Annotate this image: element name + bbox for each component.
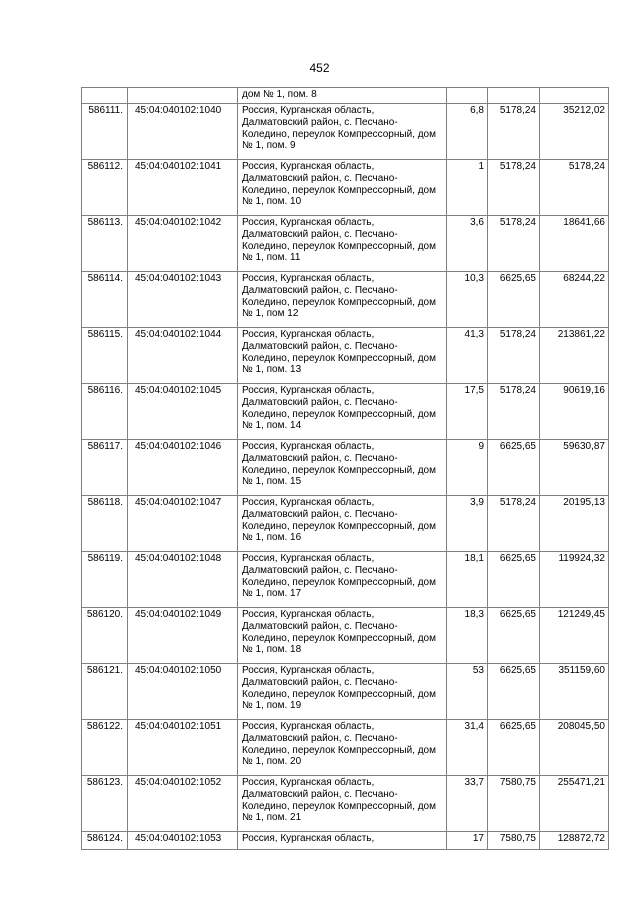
unit-price-cell: 6625,65 — [488, 608, 540, 664]
address-cell: Россия, Курганская область, Далматовский район, с. Песчано-Коледино, переулок Компрессорный, дом № 1, пом. 15 — [238, 440, 447, 496]
address-cell: Россия, Курганская область, Далматовский район, с. Песчано-Коледино, переулок Компрессорный, дом № 1, пом. 10 — [238, 160, 447, 216]
address-cell: Россия, Курганская область, Далматовский район, с. Песчано-Коледино, переулок Компрессорный, дом № 1, пом. 14 — [238, 384, 447, 440]
cadastral-value-cell: 255471,21 — [540, 776, 609, 832]
unit-price-cell: 5178,24 — [488, 160, 540, 216]
area-cell: 6,8 — [447, 104, 488, 160]
cadastral-value-cell: 213861,22 — [540, 328, 609, 384]
unit-price-cell: 6625,65 — [488, 552, 540, 608]
row-number-cell: 586114. — [82, 272, 128, 328]
table-row — [82, 328, 609, 384]
cadastral-value-cell: 18641,66 — [540, 216, 609, 272]
cadastral-value-cell: 5178,24 — [540, 160, 609, 216]
cadastral-value-cell: 90619,16 — [540, 384, 609, 440]
cadastral-value-cell: 59630,87 — [540, 440, 609, 496]
table-row — [82, 496, 609, 552]
unit-price-cell: 6625,65 — [488, 664, 540, 720]
unit-price-cell — [488, 88, 540, 104]
area-cell: 18,1 — [447, 552, 488, 608]
area-cell: 41,3 — [447, 328, 488, 384]
cadastral-value-cell: 351159,60 — [540, 664, 609, 720]
cadastral-number-cell: 45:04:040102:1048 — [128, 552, 238, 608]
table-row — [82, 272, 609, 328]
unit-price-cell: 5178,24 — [488, 216, 540, 272]
area-cell: 9 — [447, 440, 488, 496]
row-number-cell: 586111. — [82, 104, 128, 160]
table-row — [82, 776, 609, 832]
row-number-cell: 586119. — [82, 552, 128, 608]
address-cell: Россия, Курганская область, Далматовский район, с. Песчано-Коледино, переулок Компрессорный, дом № 1, пом. 11 — [238, 216, 447, 272]
row-number-cell: 586115. — [82, 328, 128, 384]
area-cell: 17 — [447, 832, 488, 850]
cadastral-number-cell: 45:04:040102:1051 — [128, 720, 238, 776]
row-number-cell: 586117. — [82, 440, 128, 496]
row-number-cell: 586122. — [82, 720, 128, 776]
address-cell: Россия, Курганская область, Далматовский район, с. Песчано-Коледино, переулок Компрессорный, дом № 1, пом. 21 — [238, 776, 447, 832]
unit-price-cell: 5178,24 — [488, 496, 540, 552]
table-row — [82, 832, 609, 850]
unit-price-cell: 5178,24 — [488, 328, 540, 384]
row-number-cell: 586123. — [82, 776, 128, 832]
area-cell: 31,4 — [447, 720, 488, 776]
area-cell: 33,7 — [447, 776, 488, 832]
registry-table-body — [82, 88, 609, 850]
cadastral-number-cell: 45:04:040102:1050 — [128, 664, 238, 720]
unit-price-cell: 7580,75 — [488, 832, 540, 850]
cadastral-value-cell: 35212,02 — [540, 104, 609, 160]
address-cell: Россия, Курганская область, Далматовский район, с. Песчано-Коледино, переулок Компрессорный, дом № 1, пом. 20 — [238, 720, 447, 776]
area-cell: 3,6 — [447, 216, 488, 272]
table-row — [82, 104, 609, 160]
table-row — [82, 384, 609, 440]
cadastral-number-cell: 45:04:040102:1040 — [128, 104, 238, 160]
cadastral-value-cell: 121249,45 — [540, 608, 609, 664]
table-row — [82, 440, 609, 496]
cadastral-value-cell: 119924,32 — [540, 552, 609, 608]
area-cell: 18,3 — [447, 608, 488, 664]
row-number-cell: 586118. — [82, 496, 128, 552]
unit-price-cell: 7580,75 — [488, 776, 540, 832]
address-cell: Россия, Курганская область, Далматовский район, с. Песчано-Коледино, переулок Компрессорный, дом № 1, пом 12 — [238, 272, 447, 328]
address-cell: Россия, Курганская область, Далматовский район, с. Песчано-Коледино, переулок Компрессорный, дом № 1, пом. 16 — [238, 496, 447, 552]
row-number-cell: 586120. — [82, 608, 128, 664]
table-row — [82, 216, 609, 272]
cadastral-number-cell: 45:04:040102:1049 — [128, 608, 238, 664]
address-cell: Россия, Курганская область, Далматовский район, с. Песчано-Коледино, переулок Компрессорный, дом № 1, пом. 18 — [238, 608, 447, 664]
area-cell: 1 — [447, 160, 488, 216]
unit-price-cell: 6625,65 — [488, 720, 540, 776]
table-row — [82, 720, 609, 776]
row-number-cell: 586112. — [82, 160, 128, 216]
address-cell: Россия, Курганская область, Далматовский район, с. Песчано-Коледино, переулок Компрессорный, дом № 1, пом. 19 — [238, 664, 447, 720]
cadastral-value-cell: 68244,22 — [540, 272, 609, 328]
cadastral-value-cell — [540, 88, 609, 104]
cadastral-number-cell: 45:04:040102:1044 — [128, 328, 238, 384]
cadastral-value-cell: 128872,72 — [540, 832, 609, 850]
unit-price-cell: 5178,24 — [488, 104, 540, 160]
address-cell: Россия, Курганская область, Далматовский район, с. Песчано-Коледино, переулок Компрессорный, дом № 1, пом. 13 — [238, 328, 447, 384]
area-cell — [447, 88, 488, 104]
table-row — [82, 88, 609, 104]
cadastral-number-cell: 45:04:040102:1053 — [128, 832, 238, 850]
table-row — [82, 608, 609, 664]
area-cell: 53 — [447, 664, 488, 720]
cadastral-number-cell: 45:04:040102:1047 — [128, 496, 238, 552]
address-cell: дом № 1, пом. 8 — [238, 88, 447, 104]
unit-price-cell: 6625,65 — [488, 440, 540, 496]
address-cell: Россия, Курганская область, Далматовский район, с. Песчано-Коледино, переулок Компрессорный, дом № 1, пом. 9 — [238, 104, 447, 160]
table-row — [82, 160, 609, 216]
area-cell: 17,5 — [447, 384, 488, 440]
cadastral-number-cell: 45:04:040102:1041 — [128, 160, 238, 216]
area-cell: 10,3 — [447, 272, 488, 328]
row-number-cell: 586116. — [82, 384, 128, 440]
address-cell: Россия, Курганская область, — [238, 832, 447, 850]
table-row — [82, 552, 609, 608]
row-number-cell: 586121. — [82, 664, 128, 720]
registry-table — [81, 87, 609, 850]
cadastral-number-cell: 45:04:040102:1046 — [128, 440, 238, 496]
cadastral-number-cell — [128, 88, 238, 104]
page-number: 452 — [309, 61, 330, 75]
cadastral-value-cell: 20195,13 — [540, 496, 609, 552]
cadastral-number-cell: 45:04:040102:1042 — [128, 216, 238, 272]
row-number-cell — [82, 88, 128, 104]
row-number-cell: 586124. — [82, 832, 128, 850]
unit-price-cell: 5178,24 — [488, 384, 540, 440]
area-cell: 3,9 — [447, 496, 488, 552]
unit-price-cell: 6625,65 — [488, 272, 540, 328]
cadastral-number-cell: 45:04:040102:1052 — [128, 776, 238, 832]
cadastral-value-cell: 208045,50 — [540, 720, 609, 776]
address-cell: Россия, Курганская область, Далматовский район, с. Песчано-Коледино, переулок Компрессорный, дом № 1, пом. 17 — [238, 552, 447, 608]
cadastral-number-cell: 45:04:040102:1043 — [128, 272, 238, 328]
row-number-cell: 586113. — [82, 216, 128, 272]
cadastral-number-cell: 45:04:040102:1045 — [128, 384, 238, 440]
table-row — [82, 664, 609, 720]
